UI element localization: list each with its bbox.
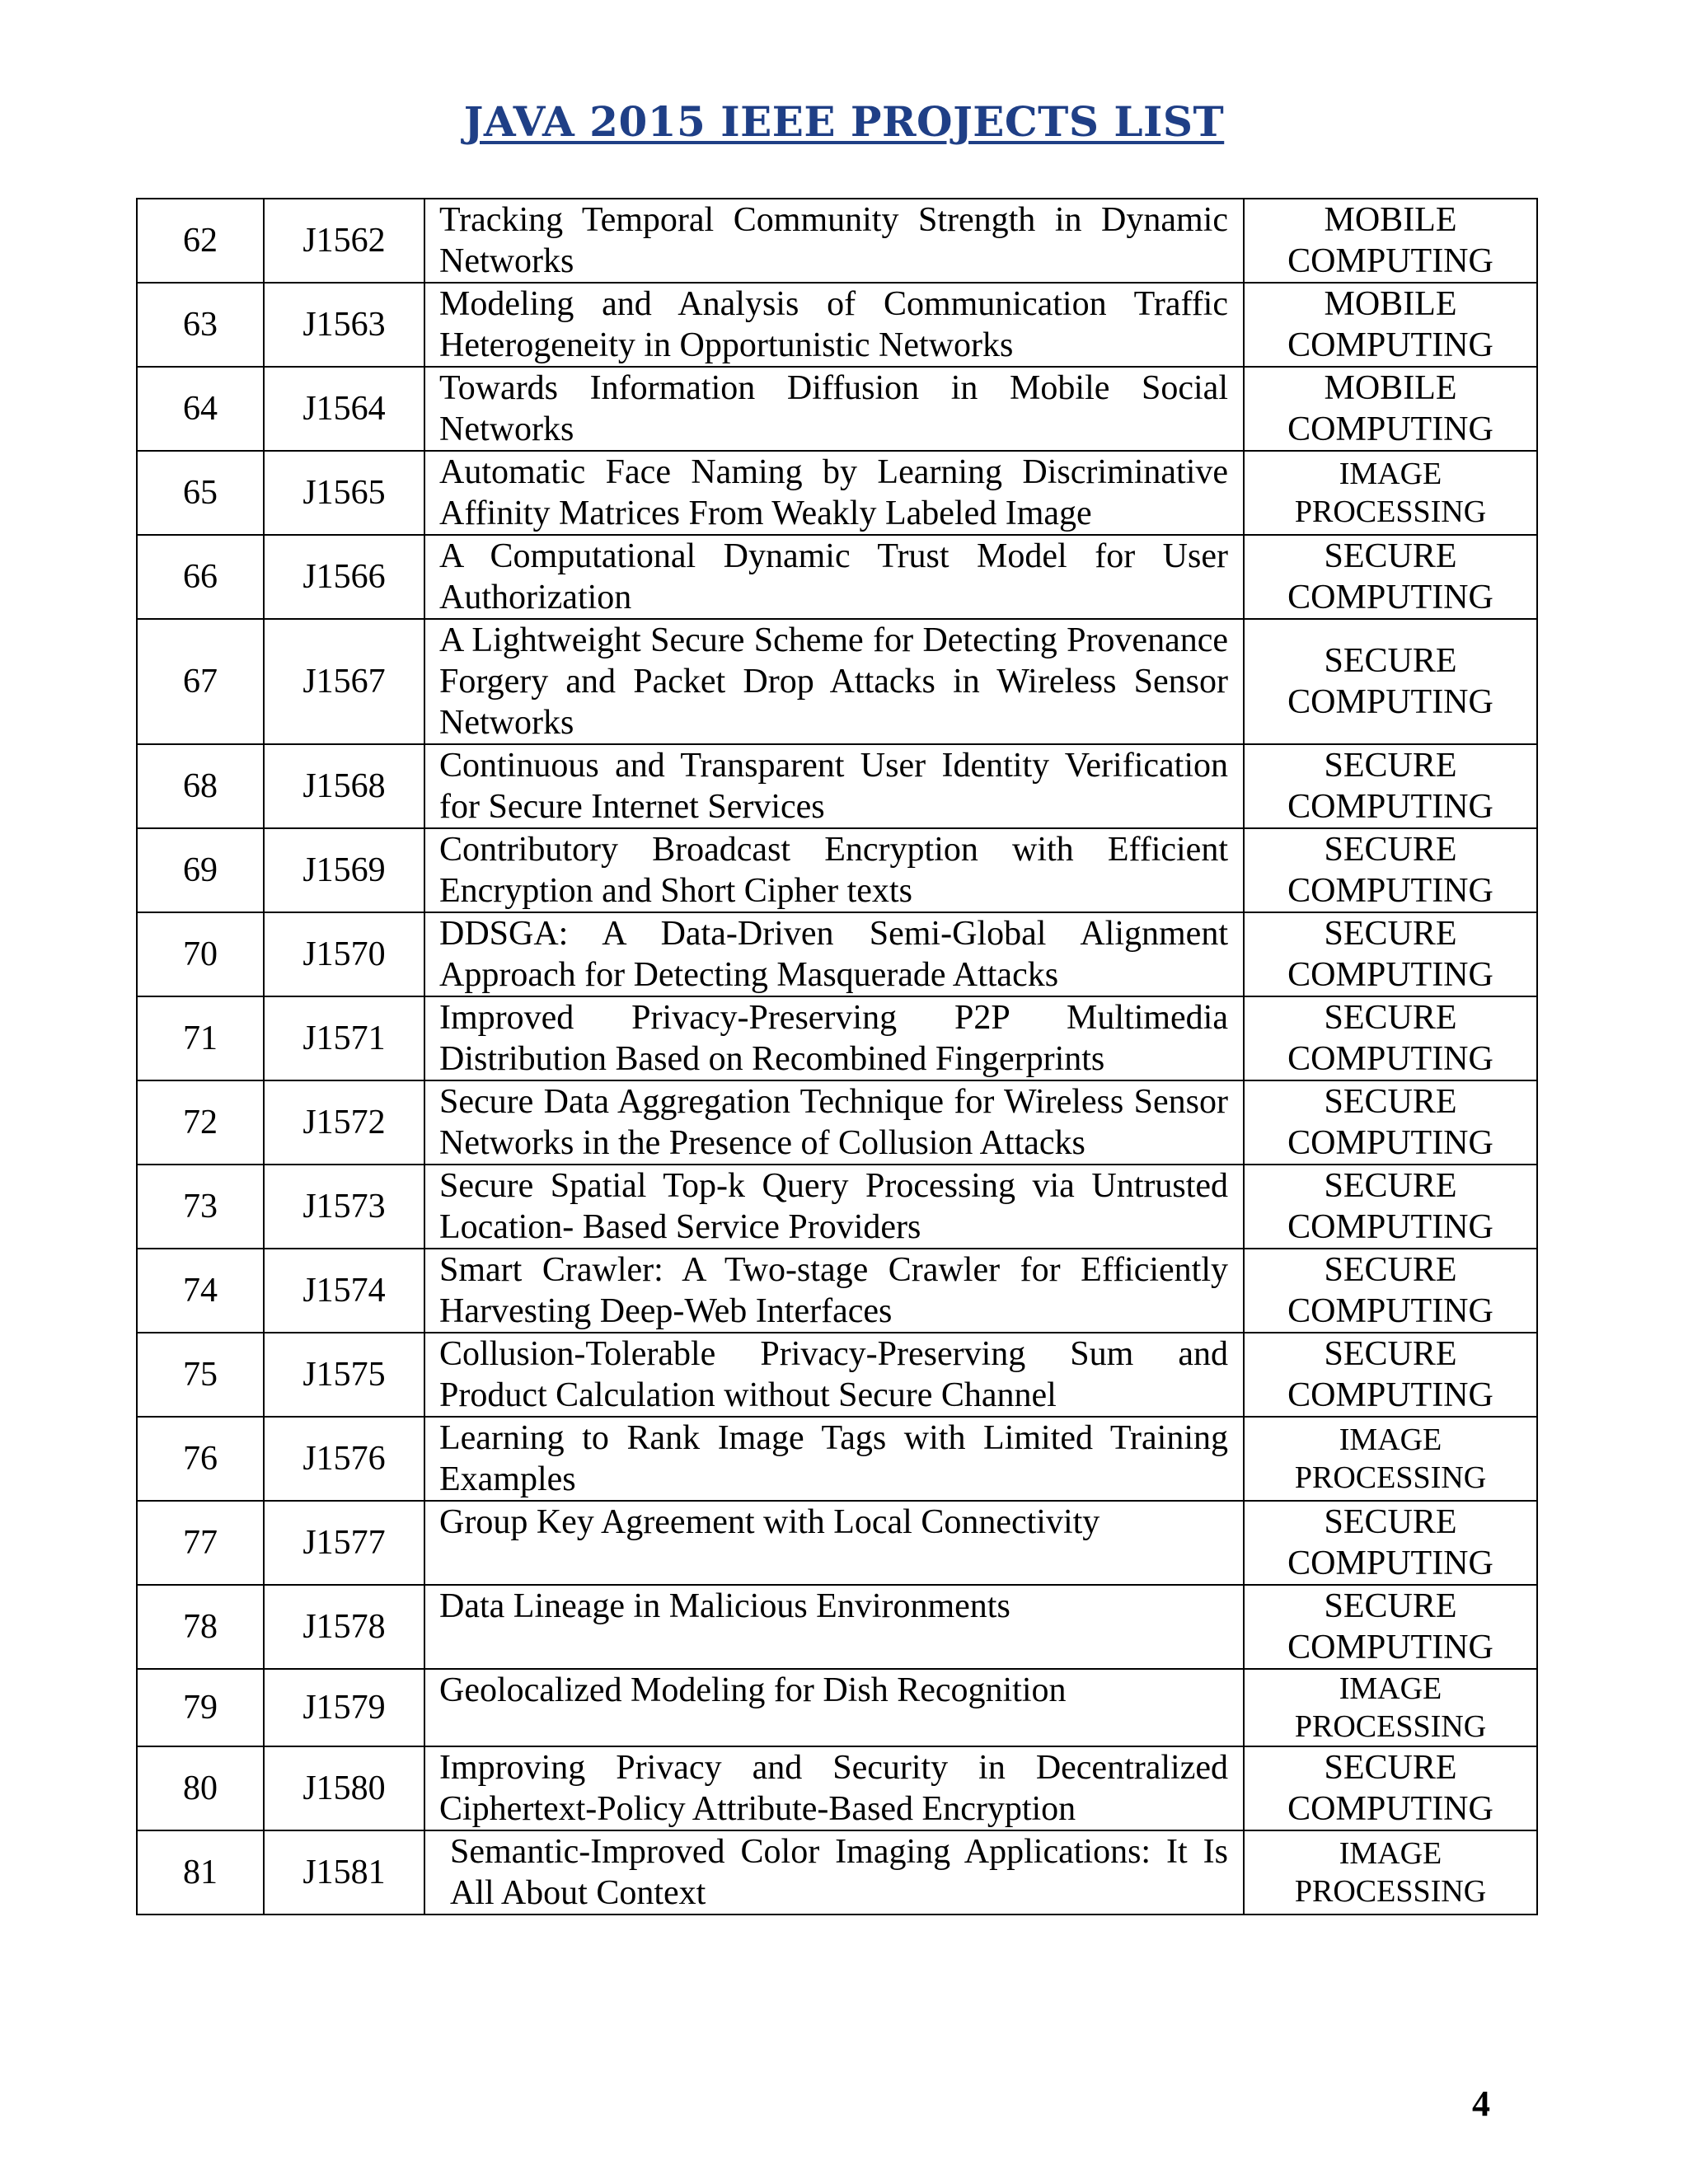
project-domain <box>1244 1585 1537 1669</box>
domain-line-1: IMAGE <box>1339 1671 1442 1706</box>
projects-table-body <box>137 199 1537 1915</box>
row-number: 76 <box>137 1417 264 1501</box>
domain-line-1: SECURE <box>1324 1083 1457 1121</box>
row-number: 64 <box>137 367 264 451</box>
project-domain <box>1244 1501 1537 1585</box>
row-number: 73 <box>137 1165 264 1249</box>
project-code: J1581 <box>264 1830 424 1915</box>
table-row <box>137 367 1537 451</box>
page-title: JAVA 2015 IEEE PROJECTS LIST <box>463 97 1225 146</box>
table-row <box>137 1830 1537 1915</box>
project-title: Geolocalized Modeling for Dish Recognition <box>424 1669 1244 1746</box>
project-domain <box>1244 1746 1537 1830</box>
domain-line-2: COMPUTING <box>1287 788 1493 826</box>
project-domain <box>1244 828 1537 912</box>
domain-line-1: MOBILE <box>1324 369 1457 407</box>
domain-line-2: COMPUTING <box>1287 1544 1493 1582</box>
table-row <box>137 1585 1537 1669</box>
project-title: A Computational Dynamic Trust Model for User Authorization <box>424 535 1244 619</box>
domain-line-1: SECURE <box>1324 1503 1457 1541</box>
project-code: J1563 <box>264 283 424 367</box>
table-row <box>137 1165 1537 1249</box>
row-number: 77 <box>137 1501 264 1585</box>
row-number: 70 <box>137 912 264 996</box>
domain-line-1: SECURE <box>1324 642 1457 680</box>
project-code: J1568 <box>264 744 424 828</box>
domain-line-1: IMAGE <box>1339 1422 1442 1457</box>
project-domain <box>1244 996 1537 1080</box>
row-number: 68 <box>137 744 264 828</box>
domain-line-2: COMPUTING <box>1287 579 1493 616</box>
project-domain <box>1244 744 1537 828</box>
project-domain <box>1244 1249 1537 1333</box>
project-code: J1562 <box>264 199 424 283</box>
table-row <box>137 828 1537 912</box>
project-domain <box>1244 1830 1537 1915</box>
project-title: Learning to Rank Image Tags with Limited Training Examples <box>424 1417 1244 1501</box>
project-title: A Lightweight Secure Scheme for Detecting Provenance Forgery and Packet Drop Attacks in Wireless Sensor Networks <box>424 619 1244 744</box>
project-code: J1566 <box>264 535 424 619</box>
table-row <box>137 1080 1537 1165</box>
domain-line-2: COMPUTING <box>1287 956 1493 994</box>
row-number: 79 <box>137 1669 264 1746</box>
row-number: 66 <box>137 535 264 619</box>
project-title: Data Lineage in Malicious Environments <box>424 1585 1244 1669</box>
domain-line-2: PROCESSING <box>1294 1709 1487 1744</box>
project-code: J1577 <box>264 1501 424 1585</box>
project-domain <box>1244 367 1537 451</box>
project-domain <box>1244 912 1537 996</box>
project-domain <box>1244 451 1537 535</box>
domain-line-1: SECURE <box>1324 1251 1457 1289</box>
table-row <box>137 535 1537 619</box>
domain-line-2: COMPUTING <box>1287 1629 1493 1666</box>
project-code: J1575 <box>264 1333 424 1417</box>
table-row <box>137 199 1537 283</box>
domain-line-2: COMPUTING <box>1287 242 1493 280</box>
project-domain <box>1244 199 1537 283</box>
domain-line-1: SECURE <box>1324 747 1457 785</box>
project-title: Group Key Agreement with Local Connectivity <box>424 1501 1244 1585</box>
table-row <box>137 283 1537 367</box>
row-number: 81 <box>137 1830 264 1915</box>
project-domain <box>1244 1165 1537 1249</box>
domain-line-1: IMAGE <box>1339 1836 1442 1871</box>
domain-line-1: SECURE <box>1324 831 1457 869</box>
domain-line-2: COMPUTING <box>1287 1040 1493 1078</box>
domain-line-1: SECURE <box>1324 1749 1457 1787</box>
domain-line-2: COMPUTING <box>1287 326 1493 364</box>
row-number: 78 <box>137 1585 264 1669</box>
table-row <box>137 1669 1537 1746</box>
domain-line-2: PROCESSING <box>1294 1460 1487 1495</box>
project-title: Contributory Broadcast Encryption with Efficient Encryption and Short Cipher texts <box>424 828 1244 912</box>
table-row <box>137 1333 1537 1417</box>
project-title: Tracking Temporal Community Strength in Dynamic Networks <box>424 199 1244 283</box>
projects-table <box>136 198 1538 1915</box>
row-number: 71 <box>137 996 264 1080</box>
row-number: 75 <box>137 1333 264 1417</box>
domain-line-2: PROCESSING <box>1294 1874 1487 1909</box>
project-code: J1574 <box>264 1249 424 1333</box>
project-title: Improving Privacy and Security in Decentralized Ciphertext-Policy Attribute-Based Encryption <box>424 1746 1244 1830</box>
project-code: J1579 <box>264 1669 424 1746</box>
domain-line-2: COMPUTING <box>1287 683 1493 721</box>
project-title: Collusion-Tolerable Privacy-Preserving Sum and Product Calculation without Secure Channel <box>424 1333 1244 1417</box>
project-domain <box>1244 1417 1537 1501</box>
project-code: J1573 <box>264 1165 424 1249</box>
domain-line-2: PROCESSING <box>1294 494 1487 529</box>
row-number: 65 <box>137 451 264 535</box>
table-row <box>137 451 1537 535</box>
project-code: J1572 <box>264 1080 424 1165</box>
domain-line-1: SECURE <box>1324 537 1457 575</box>
domain-line-2: COMPUTING <box>1287 872 1493 910</box>
project-title: Improved Privacy-Preserving P2P Multimedia Distribution Based on Recombined Fingerprints <box>424 996 1244 1080</box>
row-number: 67 <box>137 619 264 744</box>
project-title: Secure Spatial Top-k Query Processing via Untrusted Location- Based Service Providers <box>424 1165 1244 1249</box>
project-code: J1571 <box>264 996 424 1080</box>
domain-line-1: SECURE <box>1324 999 1457 1037</box>
project-code: J1569 <box>264 828 424 912</box>
project-domain <box>1244 283 1537 367</box>
project-domain <box>1244 619 1537 744</box>
table-row <box>137 1501 1537 1585</box>
table-row <box>137 744 1537 828</box>
table-row <box>137 912 1537 996</box>
project-title: Smart Crawler: A Two-stage Crawler for Efficiently Harvesting Deep-Web Interfaces <box>424 1249 1244 1333</box>
table-row <box>137 619 1537 744</box>
project-title: Continuous and Transparent User Identity Verification for Secure Internet Services <box>424 744 1244 828</box>
domain-line-1: SECURE <box>1324 915 1457 953</box>
project-title: Semantic-Improved Color Imaging Applications: It Is All About Context <box>424 1830 1244 1915</box>
project-title: DDSGA: A Data-Driven Semi-Global Alignment Approach for Detecting Masquerade Attacks <box>424 912 1244 996</box>
project-domain <box>1244 1080 1537 1165</box>
project-domain <box>1244 1669 1537 1746</box>
project-code: J1580 <box>264 1746 424 1830</box>
domain-line-2: COMPUTING <box>1287 410 1493 448</box>
project-code: J1565 <box>264 451 424 535</box>
domain-line-1: MOBILE <box>1324 201 1457 239</box>
domain-line-1: IMAGE <box>1339 457 1442 491</box>
project-title: Modeling and Analysis of Communication Traffic Heterogeneity in Opportunistic Networks <box>424 283 1244 367</box>
domain-line-1: SECURE <box>1324 1167 1457 1205</box>
domain-line-2: COMPUTING <box>1287 1124 1493 1162</box>
domain-line-2: COMPUTING <box>1287 1790 1493 1828</box>
project-domain <box>1244 535 1537 619</box>
row-number: 62 <box>137 199 264 283</box>
project-code: J1578 <box>264 1585 424 1669</box>
table-row <box>137 996 1537 1080</box>
project-code: J1567 <box>264 619 424 744</box>
row-number: 80 <box>137 1746 264 1830</box>
project-code: J1576 <box>264 1417 424 1501</box>
table-row <box>137 1746 1537 1830</box>
domain-line-1: MOBILE <box>1324 285 1457 323</box>
project-title: Towards Information Diffusion in Mobile Social Networks <box>424 367 1244 451</box>
domain-line-2: COMPUTING <box>1287 1292 1493 1330</box>
table-row <box>137 1417 1537 1501</box>
row-number: 72 <box>137 1080 264 1165</box>
project-code: J1570 <box>264 912 424 996</box>
domain-line-2: COMPUTING <box>1287 1376 1493 1414</box>
domain-line-1: SECURE <box>1324 1587 1457 1625</box>
table-row <box>137 1249 1537 1333</box>
project-title: Secure Data Aggregation Technique for Wireless Sensor Networks in the Presence of Collusion Attacks <box>424 1080 1244 1165</box>
project-domain <box>1244 1333 1537 1417</box>
project-title: Automatic Face Naming by Learning Discriminative Affinity Matrices From Weakly Labeled Image <box>424 451 1244 535</box>
project-code: J1564 <box>264 367 424 451</box>
page-number: 4 <box>1472 2083 1490 2124</box>
row-number: 69 <box>137 828 264 912</box>
row-number: 63 <box>137 283 264 367</box>
domain-line-1: SECURE <box>1324 1335 1457 1373</box>
domain-line-2: COMPUTING <box>1287 1208 1493 1246</box>
row-number: 74 <box>137 1249 264 1333</box>
